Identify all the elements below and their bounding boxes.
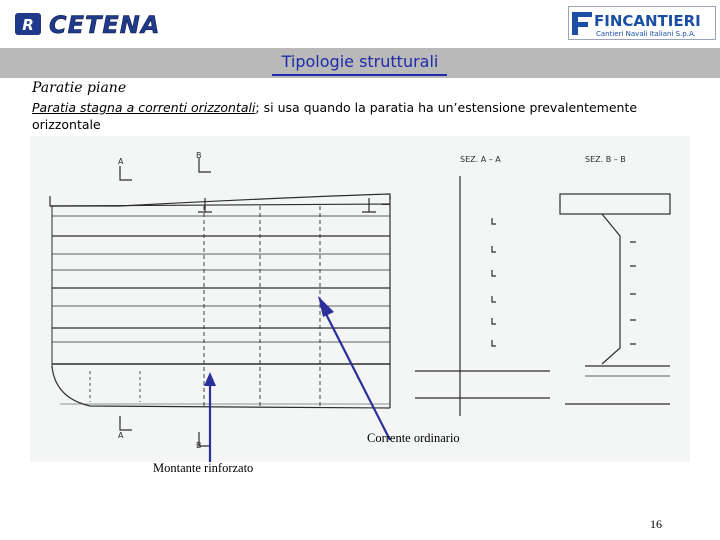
section-aa-label: SEZ. A – A bbox=[460, 155, 501, 164]
label-b-bottom: B bbox=[196, 441, 202, 450]
label-a-bottom: A bbox=[118, 431, 124, 440]
description-underlined: Paratia stagna a correnti orizzontali bbox=[32, 100, 256, 115]
cetena-logo-text: CETENA bbox=[49, 11, 161, 39]
description bbox=[32, 99, 692, 133]
section-bb-label: SEZ. B – B bbox=[585, 155, 626, 164]
cetena-logo bbox=[13, 9, 178, 39]
section-title: Paratie piane bbox=[32, 80, 127, 96]
callout-corrente: Corrente ordinario bbox=[367, 431, 460, 445]
label-a-top: A bbox=[118, 157, 124, 166]
bulkhead-drawing bbox=[30, 136, 690, 462]
fincantieri-logo bbox=[568, 6, 716, 40]
callout-montante: Montante rinforzato bbox=[153, 461, 254, 475]
description-rest: ; si usa quando la paratia ha un’estensione prevalentemente orizzontale bbox=[32, 100, 638, 132]
slide-title: Tipologie strutturali bbox=[281, 52, 439, 71]
title-underline bbox=[272, 74, 447, 76]
fincantieri-logo-sub: Cantieri Navali Italiani S.p.A. bbox=[596, 30, 696, 38]
label-b-top: B bbox=[196, 151, 202, 160]
fincantieri-logo-text: FINCANTIERI bbox=[594, 12, 701, 30]
svg-text:R: R bbox=[22, 16, 34, 34]
page-number: 16 bbox=[650, 517, 662, 531]
